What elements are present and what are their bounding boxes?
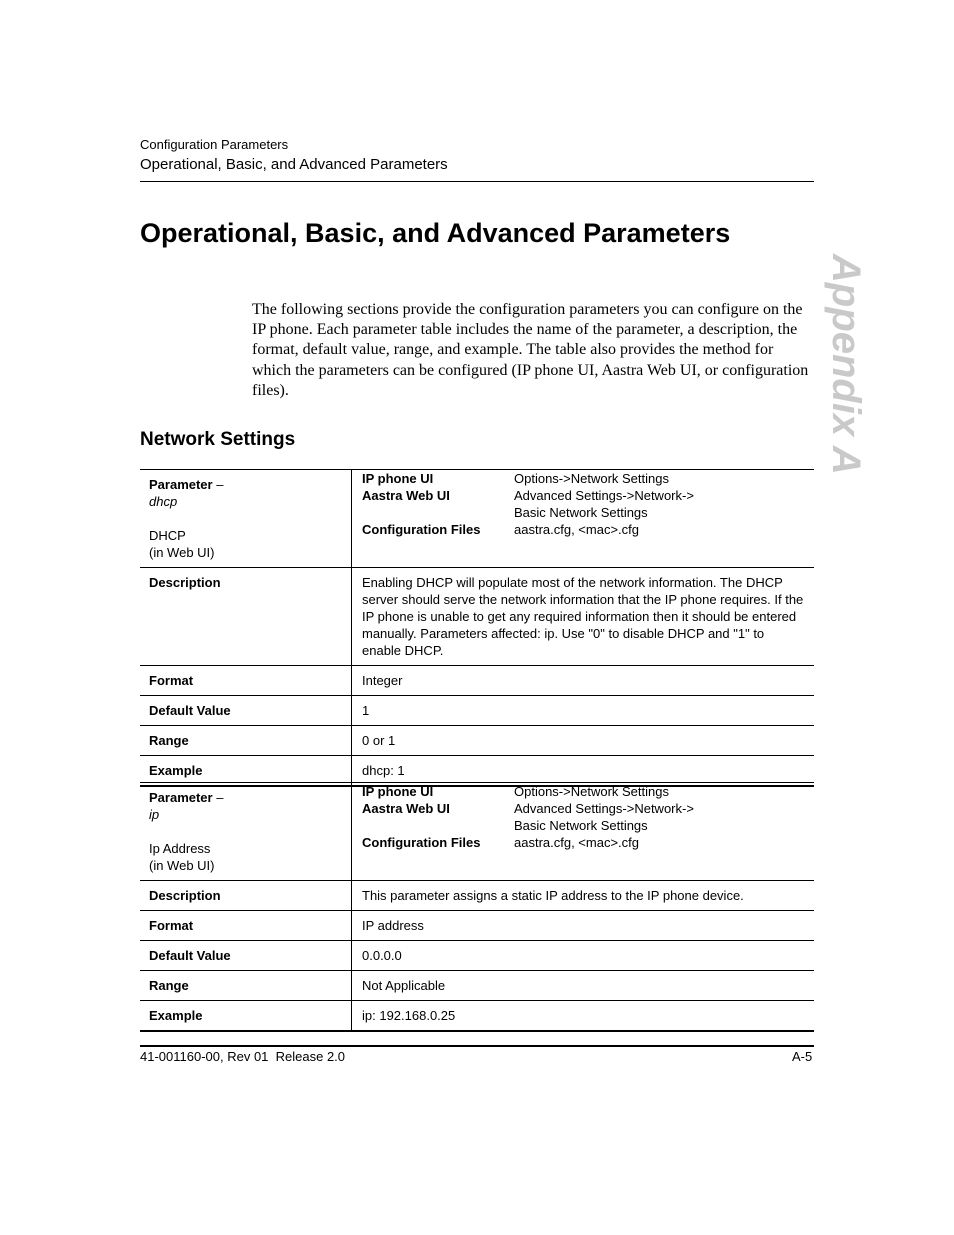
parameter-name: ip [149,807,160,822]
footer-rule [140,1045,814,1047]
running-header-subsection: Operational, Basic, and Advanced Parameters [140,156,448,173]
row-label: Format [140,666,352,696]
row-value: ip: 192.168.0.25 [362,1008,456,1023]
parameter-name: dhcp [149,494,178,509]
table-row [140,726,814,756]
row-label: Range [140,971,352,1001]
parameter-dash: – [212,477,224,492]
section-heading: Network Settings [140,429,296,450]
row-label: Default Value [140,696,352,726]
row-label: Description [140,568,352,666]
parameter-label: Parameter [149,790,213,805]
parameter-dash: – [212,790,224,805]
appendix-side-tab [808,254,868,475]
table-row [140,470,814,568]
row-value: Not Applicable [362,978,446,993]
method-value: Options->Network Settings [514,471,669,486]
methods-cell [352,470,815,568]
row-value: Enabling DHCP will populate most of the network information. The DHCP server should serve the network information that the IP phone requires. If the IP phone is unable to get any required information then it should be entered manually. Parameters affected: ip. Use "0" to disable DHCP and "1" to enable DHCP. [362,575,804,658]
method-value: aastra.cfg, <mac>.cfg [514,835,640,850]
method-value: Basic Network Settings [514,818,648,833]
row-label: Range [140,726,352,756]
method-label [362,817,514,834]
table-row [140,941,814,971]
web-parameter-note: (in Web UI) [149,545,215,560]
table-row [140,568,814,666]
row-label: Description [140,881,352,911]
method-value: aastra.cfg, <mac>.cfg [514,522,640,537]
web-parameter-name: DHCP [149,528,186,543]
parameter-table-ip [140,782,814,1032]
table-row [140,666,814,696]
table-row [140,881,814,911]
appendix-side-label: Appendix A [824,254,868,475]
footer-doc-id: 41-001160-00, Rev 01 Release 2.0 [140,1049,346,1064]
row-value: 0 or 1 [362,733,396,748]
row-label: Format [140,911,352,941]
row-value: 0.0.0.0 [362,948,402,963]
method-label [362,504,514,521]
parameter-cell [140,470,352,568]
method-label: IP phone UI [362,784,434,799]
row-label: Example [140,1001,352,1032]
header-rule [140,181,814,182]
methods-cell [352,783,815,881]
method-value: Advanced Settings->Network-> [514,801,694,816]
row-value: Integer [362,673,403,688]
footer-page-number: A-5 [792,1049,813,1064]
page-title: Operational, Basic, and Advanced Parameters [140,218,731,248]
intro-paragraph: The following sections provide the configuration parameters you can configure on the IP phone. Each parameter table includes the name of the parameter, a description, the format, default value, range, and example. The table also provides the method for which the parameters can be configured (IP phone UI, Aastra Web UI, or configuration files). [252,301,809,399]
running-header-section: Configuration Parameters [140,137,289,152]
web-parameter-name: Ip Address [149,841,211,856]
table-row [140,696,814,726]
method-label: Configuration Files [362,522,481,537]
method-value: Basic Network Settings [514,505,648,520]
method-label: Aastra Web UI [362,801,450,816]
row-label: Default Value [140,941,352,971]
row-label: Example [140,756,352,787]
table-row [140,971,814,1001]
row-value: IP address [362,918,424,933]
method-label: Configuration Files [362,835,481,850]
web-parameter-note: (in Web UI) [149,858,215,873]
method-label: Aastra Web UI [362,488,450,503]
table-row [140,1001,814,1032]
method-label: IP phone UI [362,471,434,486]
table-row [140,783,814,881]
table-row [140,911,814,941]
method-value: Advanced Settings->Network-> [514,488,694,503]
method-value: Options->Network Settings [514,784,669,799]
parameter-cell [140,783,352,881]
parameter-table-dhcp [140,469,814,787]
row-value: 1 [362,703,370,718]
parameter-label: Parameter [149,477,213,492]
row-value: This parameter assigns a static IP address to the IP phone device. [362,888,744,903]
row-value: dhcp: 1 [362,763,405,778]
